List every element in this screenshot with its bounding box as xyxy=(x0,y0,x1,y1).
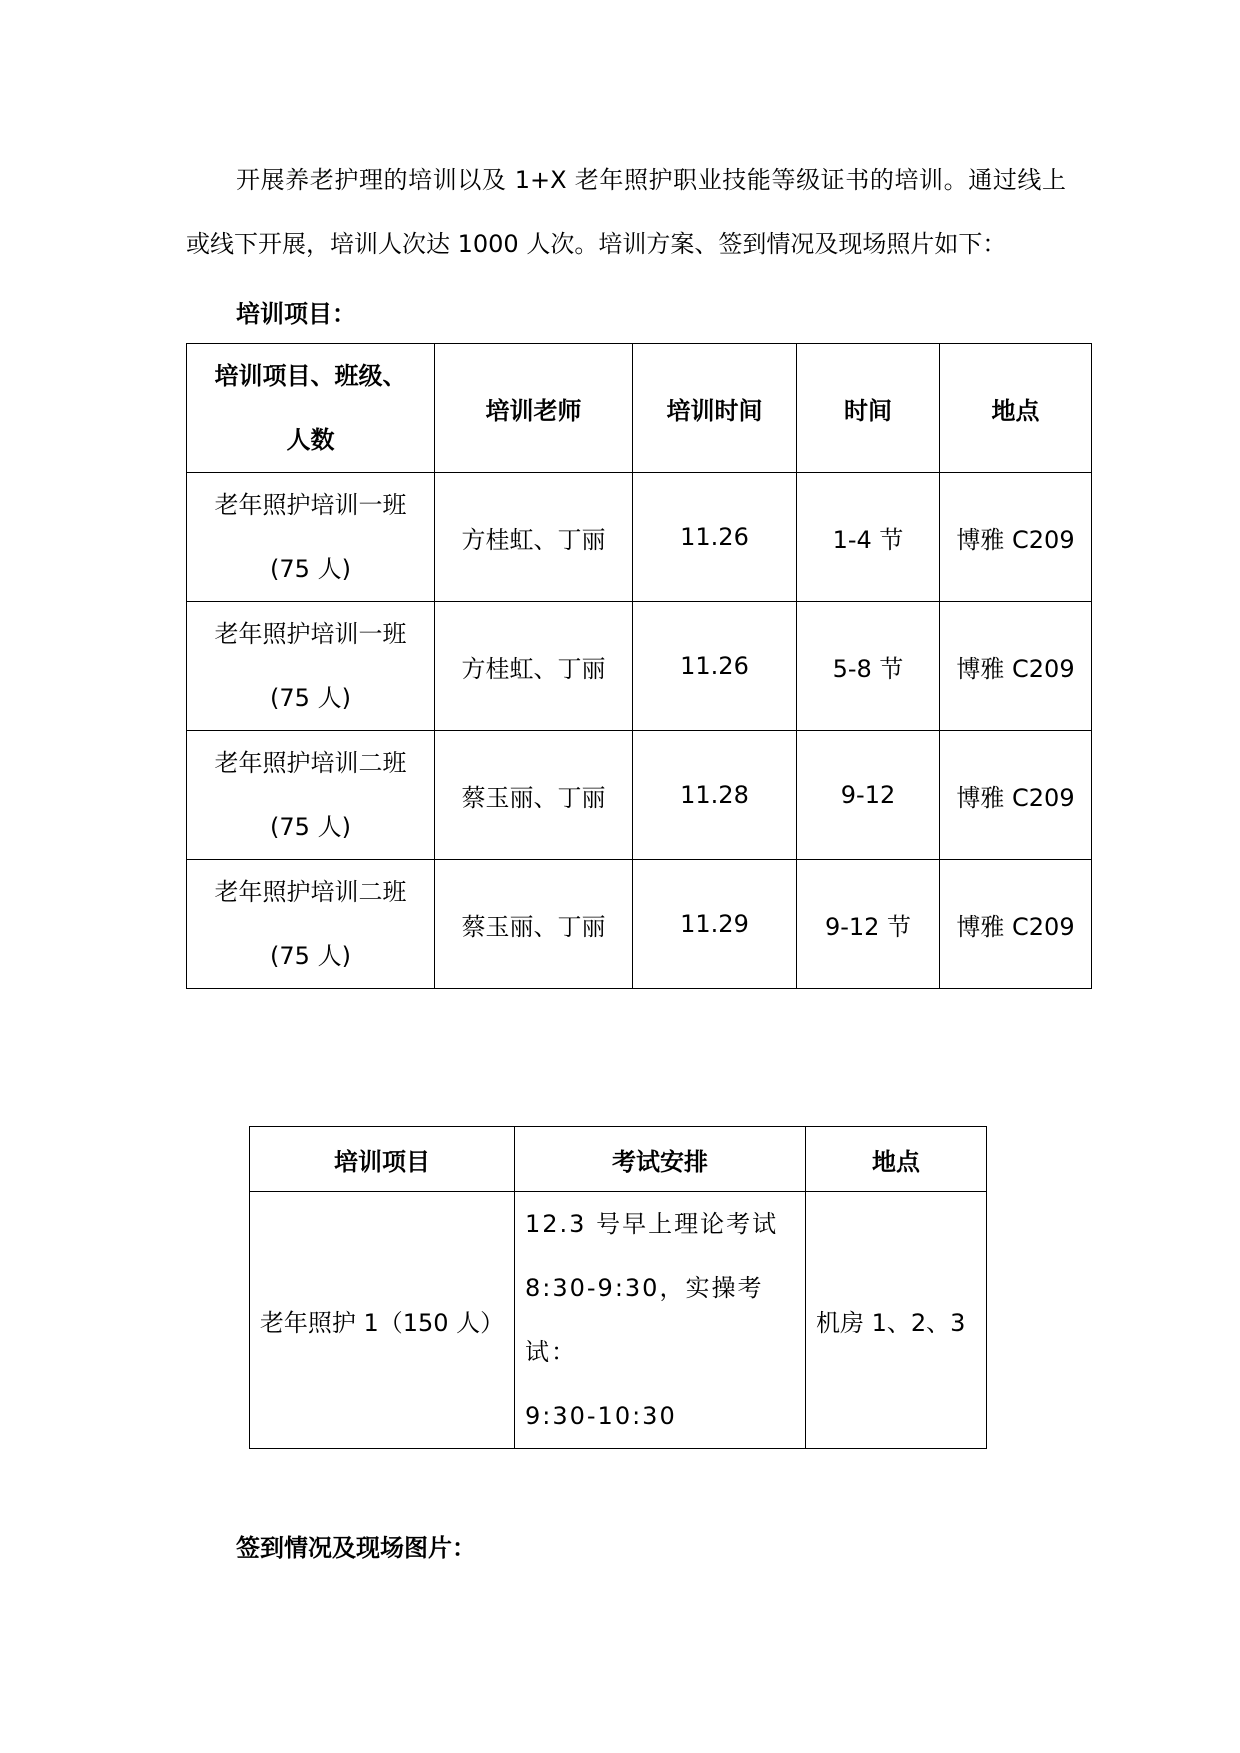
class-name: 老年照护培训一班 xyxy=(214,491,407,519)
table-row xyxy=(187,602,1092,731)
class-name: 老年照护培训二班 xyxy=(214,878,407,906)
intro-paragraph: 开展养老护理的培训以及 1+X 老年照护职业技能等级证书的培训。通过线上或线下开展，培训人次达 1000 人次。培训方案、签到情况及现场照片如下： xyxy=(186,166,1066,258)
cell-place: 博雅 C209 xyxy=(940,731,1092,860)
header-date: 培训时间 xyxy=(633,344,797,473)
arrangement-line: 9:30-10:30 xyxy=(525,1402,677,1430)
table-header-row xyxy=(187,344,1092,473)
header-project xyxy=(187,344,435,473)
class-count: (75 人) xyxy=(270,684,351,712)
table-row xyxy=(187,860,1092,989)
table-header-row xyxy=(250,1127,987,1192)
arrangement-line: 8:30-9:30，实操考试： xyxy=(525,1274,764,1366)
class-name: 老年照护培训二班 xyxy=(214,749,407,777)
cell-date: 11.26 xyxy=(633,473,797,602)
cell-time: 9-12 xyxy=(797,731,940,860)
signin-heading: 签到情况及现场图片： xyxy=(236,1534,476,1562)
cell-project xyxy=(187,473,435,602)
table-row xyxy=(187,473,1092,602)
header-time: 时间 xyxy=(797,344,940,473)
projects-heading: 培训项目： xyxy=(236,300,356,328)
cell-place: 博雅 C209 xyxy=(940,602,1092,731)
cell-date: 11.26 xyxy=(633,602,797,731)
header-exam-arrangement: 考试安排 xyxy=(515,1127,806,1192)
cell-teacher: 方桂虹、丁丽 xyxy=(435,602,633,731)
cell-time: 1-4 节 xyxy=(797,473,940,602)
class-count: (75 人) xyxy=(270,555,351,583)
cell-project xyxy=(187,860,435,989)
table-row xyxy=(250,1192,987,1449)
class-name: 老年照护培训一班 xyxy=(214,620,407,648)
header-project-line2: 人数 xyxy=(286,426,335,454)
header-teacher: 培训老师 xyxy=(435,344,633,473)
cell-exam-project: 老年照护 1（150 人） xyxy=(250,1192,515,1449)
cell-exam-arrangement xyxy=(515,1192,806,1449)
cell-date: 11.29 xyxy=(633,860,797,989)
class-count: (75 人) xyxy=(270,942,351,970)
header-exam-project: 培训项目 xyxy=(250,1127,515,1192)
header-exam-place: 地点 xyxy=(806,1127,987,1192)
class-count: (75 人) xyxy=(270,813,351,841)
cell-teacher: 方桂虹、丁丽 xyxy=(435,473,633,602)
cell-project xyxy=(187,602,435,731)
cell-place: 博雅 C209 xyxy=(940,473,1092,602)
cell-exam-place: 机房 1、2、3 xyxy=(806,1192,987,1449)
cell-time: 5-8 节 xyxy=(797,602,940,731)
cell-place: 博雅 C209 xyxy=(940,860,1092,989)
table-row xyxy=(187,731,1092,860)
header-project-line1: 培训项目、班级、 xyxy=(214,362,407,390)
cell-date: 11.28 xyxy=(633,731,797,860)
cell-time: 9-12 节 xyxy=(797,860,940,989)
cell-teacher: 蔡玉丽、丁丽 xyxy=(435,860,633,989)
cell-project xyxy=(187,731,435,860)
exam-arrangement-table xyxy=(249,1126,987,1449)
arrangement-line: 12.3 号早上理论考试 xyxy=(525,1210,779,1238)
cell-teacher: 蔡玉丽、丁丽 xyxy=(435,731,633,860)
training-schedule-table xyxy=(186,343,1092,989)
header-place: 地点 xyxy=(940,344,1092,473)
